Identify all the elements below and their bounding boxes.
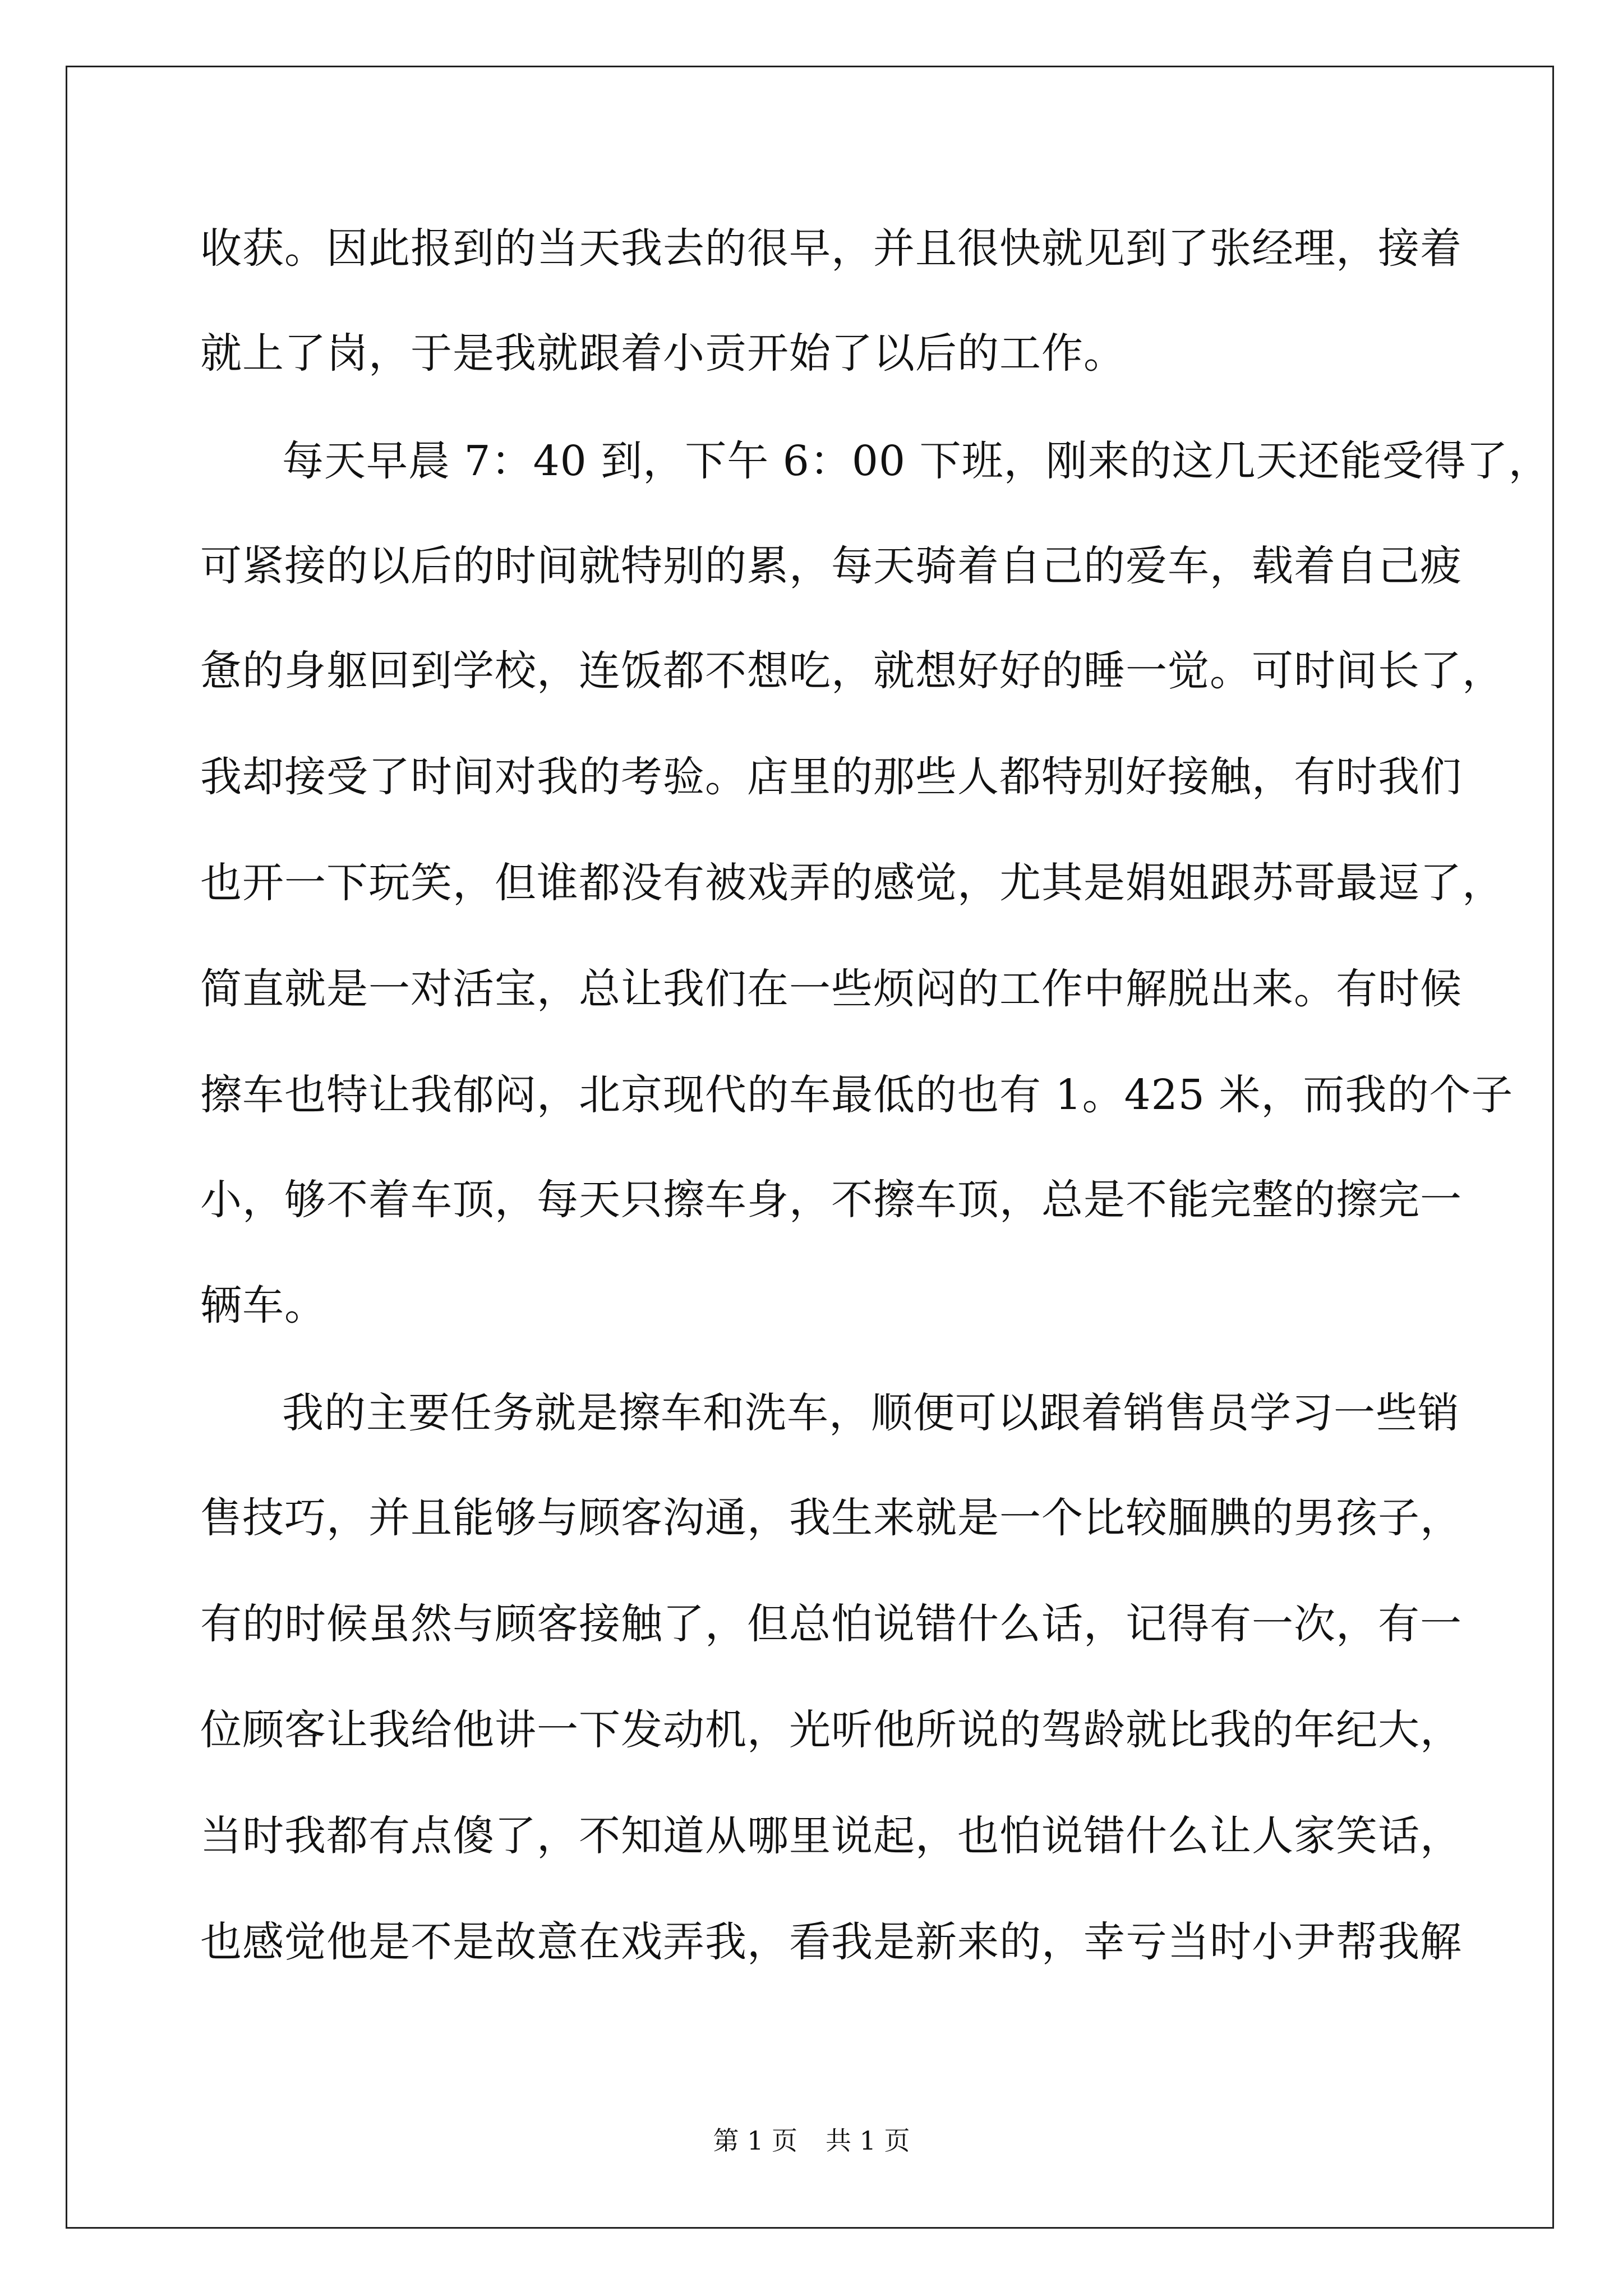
text-line: 简直就是一对活宝，总让我们在一些烦闷的工作中解脱出来。有时候 (200, 965, 1462, 1013)
page-number-current: 第 1 页 (713, 2125, 797, 2156)
text-line: 位顾客让我给他讲一下发动机，光听他所说的驾龄就比我的年纪大， (200, 1706, 1462, 1754)
text-line: 小，够不着车顶，每天只擦车身，不擦车顶，总是不能完整的擦完一 (200, 1176, 1462, 1224)
text-line: 当时我都有点傻了，不知道从哪里说起，也怕说错什么让人家笑话， (200, 1812, 1462, 1860)
page-frame (66, 66, 1554, 2229)
text-line: 售技巧，并且能够与顾客沟通，我生来就是一个比较腼腆的男孩子， (200, 1494, 1462, 1542)
text-line: 有的时候虽然与顾客接触了，但总怕说错什么话，记得有一次，有一 (200, 1600, 1462, 1648)
text-line: 收获。因此报到的当天我去的很早，并且很快就见到了张经理，接着 (200, 224, 1462, 273)
text-line: 我的主要任务就是擦车和洗车，顺便可以跟着销售员学习一些销 (282, 1389, 1460, 1437)
text-line: 可紧接的以后的时间就特别的累，每天骑着自己的爱车，载着自己疲 (200, 542, 1462, 590)
text-line: 也感觉他是不是故意在戏弄我，看我是新来的，幸亏当时小尹帮我解 (200, 1918, 1462, 1966)
text-line: 就上了岗，于是我就跟着小贡开始了以后的工作。 (200, 329, 1126, 378)
text-line: 也开一下玩笑，但谁都没有被戏弄的感觉，尤其是娟姐跟苏哥最逗了， (200, 859, 1504, 907)
page-footer (0, 2124, 1623, 2157)
text-line: 每天早晨 7：40 到，下午 6：00 下班，刚来的这几天还能受得了， (282, 437, 1551, 485)
text-line: 擦车也特让我郁闷，北京现代的车最低的也有 1。425 米，而我的个子 (200, 1071, 1514, 1119)
text-line: 我却接受了时间对我的考验。店里的那些人都特别好接触，有时我们 (200, 753, 1462, 801)
text-line: 惫的身躯回到学校，连饭都不想吃，就想好好的睡一觉。可时间长了， (200, 647, 1504, 695)
page-number-total: 共 1 页 (826, 2125, 910, 2156)
text-line: 辆车。 (200, 1281, 326, 1329)
